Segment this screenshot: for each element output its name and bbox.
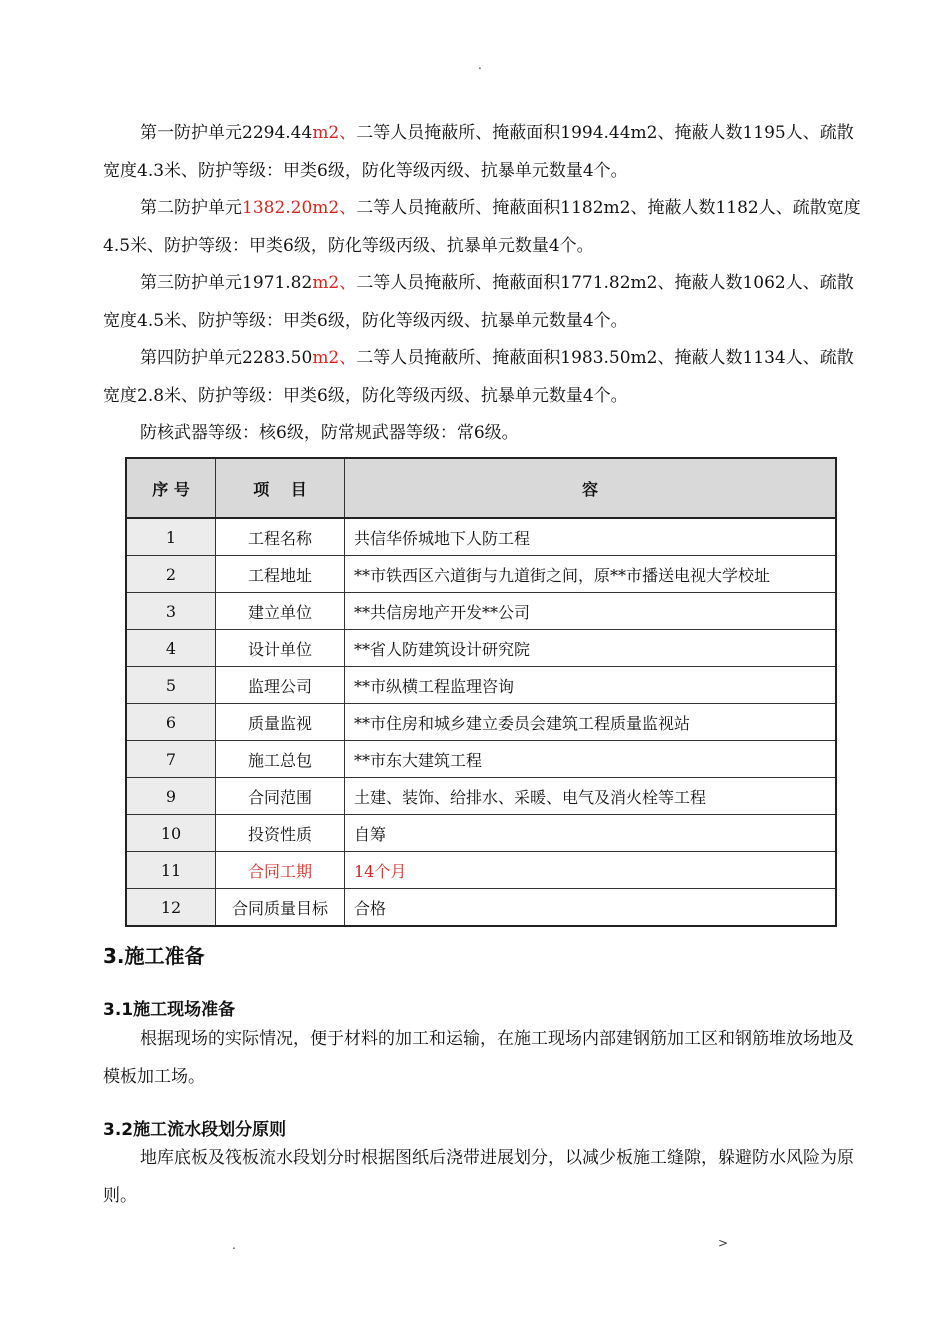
table-row — [126, 889, 836, 927]
header-content: 容 — [345, 458, 837, 518]
row-content: **市纵横工程监理咨询 — [345, 667, 837, 704]
section-3-2-title: 3.2施工流水段划分原则 — [103, 1120, 287, 1140]
table-row — [126, 667, 836, 704]
page-dot-top: . — [478, 58, 482, 72]
table-row-highlight — [126, 852, 836, 889]
row-num: 2 — [126, 556, 216, 593]
row-item: 建立单位 — [216, 593, 345, 630]
row-num: 3 — [126, 593, 216, 630]
row-item: 工程地址 — [216, 556, 345, 593]
row-item: 合同质量目标 — [216, 889, 345, 927]
row-content: **市铁西区六道街与九道街之间，原**市播送电视大学校址 — [345, 556, 837, 593]
table-row — [126, 704, 836, 741]
row-content: 共信华侨城地下人防工程 — [345, 518, 837, 556]
row-item: 合同范围 — [216, 778, 345, 815]
row-item: 施工总包 — [216, 741, 345, 778]
table-row — [126, 778, 836, 815]
row-item: 工程名称 — [216, 518, 345, 556]
header-num: 序 号 — [126, 458, 216, 518]
row-item: 合同工期 — [216, 852, 345, 889]
row-content: **省人防建筑设计研究院 — [345, 630, 837, 667]
row-content: **市东大建筑工程 — [345, 741, 837, 778]
row-content: **市住房和城乡建立委员会建筑工程质量监视站 — [345, 704, 837, 741]
row-item: 质量监视 — [216, 704, 345, 741]
row-num: 5 — [126, 667, 216, 704]
unit-3-paragraph: 第三防护单元1971.82m2、二等人员掩蔽所、掩蔽面积1771.82m2、掩蔽人数1062人、疏散宽度4.5米、防护等级：甲类6级，防化等级丙级、抗暴单元数量4个。 — [103, 273, 854, 331]
row-item: 设计单位 — [216, 630, 345, 667]
row-content: 自筹 — [345, 815, 837, 852]
table-row — [126, 518, 836, 556]
row-num: 10 — [126, 815, 216, 852]
table-row — [126, 556, 836, 593]
row-num: 1 — [126, 518, 216, 556]
row-content: 土建、装饰、给排水、采暖、电气及消火栓等工程 — [345, 778, 837, 815]
page-dot-bottom-left: . — [232, 1238, 236, 1252]
row-content: 合格 — [345, 889, 837, 927]
row-num: 11 — [126, 852, 216, 889]
row-num: 12 — [126, 889, 216, 927]
table-row — [126, 630, 836, 667]
row-item: 投资性质 — [216, 815, 345, 852]
table-header-row — [126, 458, 836, 518]
section-3-1-text: 根据现场的实际情况，便于材料的加工和运输，在施工现场内部建钢筋加工区和钢筋堆放场地及模板加工场。 — [103, 1029, 854, 1087]
table-row — [126, 815, 836, 852]
header-item: 项 目 — [216, 458, 345, 518]
table-row — [126, 741, 836, 778]
weapons-level-line: 防核武器等级：核6级，防常规武器等级：常6级。 — [140, 423, 519, 443]
row-content: **共信房地产开发**公司 — [345, 593, 837, 630]
unit-4-paragraph: 第四防护单元2283.50m2、二等人员掩蔽所、掩蔽面积1983.50m2、掩蔽人数1134人、疏散宽度2.8米、防护等级：甲类6级，防化等级丙级、抗暴单元数量4个。 — [103, 348, 854, 406]
unit-1-paragraph: 第一防护单元2294.44m2、二等人员掩蔽所、掩蔽面积1994.44m2、掩蔽人数1195人、疏散宽度4.3米、防护等级：甲类6级，防化等级丙级、抗暴单元数量4个。 — [103, 123, 854, 181]
row-num: 7 — [126, 741, 216, 778]
row-content: 14个月 — [345, 852, 837, 889]
row-num: 9 — [126, 778, 216, 815]
table-row — [126, 593, 836, 630]
section-3-2-text: 地库底板及筏板流水段划分时根据图纸后浇带进展划分，以减少板施工缝隙，躲避防水风险为原则。 — [103, 1148, 854, 1206]
project-info-table — [125, 457, 837, 927]
section-3-1-title: 3.1施工现场准备 — [103, 1000, 236, 1020]
row-num: 6 — [126, 704, 216, 741]
row-item: 监理公司 — [216, 667, 345, 704]
unit-2-paragraph: 第二防护单元1382.20m2、二等人员掩蔽所、掩蔽面积1182m2、掩蔽人数1182人、疏散宽度4.5米、防护等级：甲类6级，防化等级丙级、抗暴单元数量4个。 — [103, 198, 861, 256]
row-num: 4 — [126, 630, 216, 667]
page-mark-bottom-right: > — [718, 1236, 729, 1250]
section-3-title: 3.施工准备 — [103, 944, 205, 968]
